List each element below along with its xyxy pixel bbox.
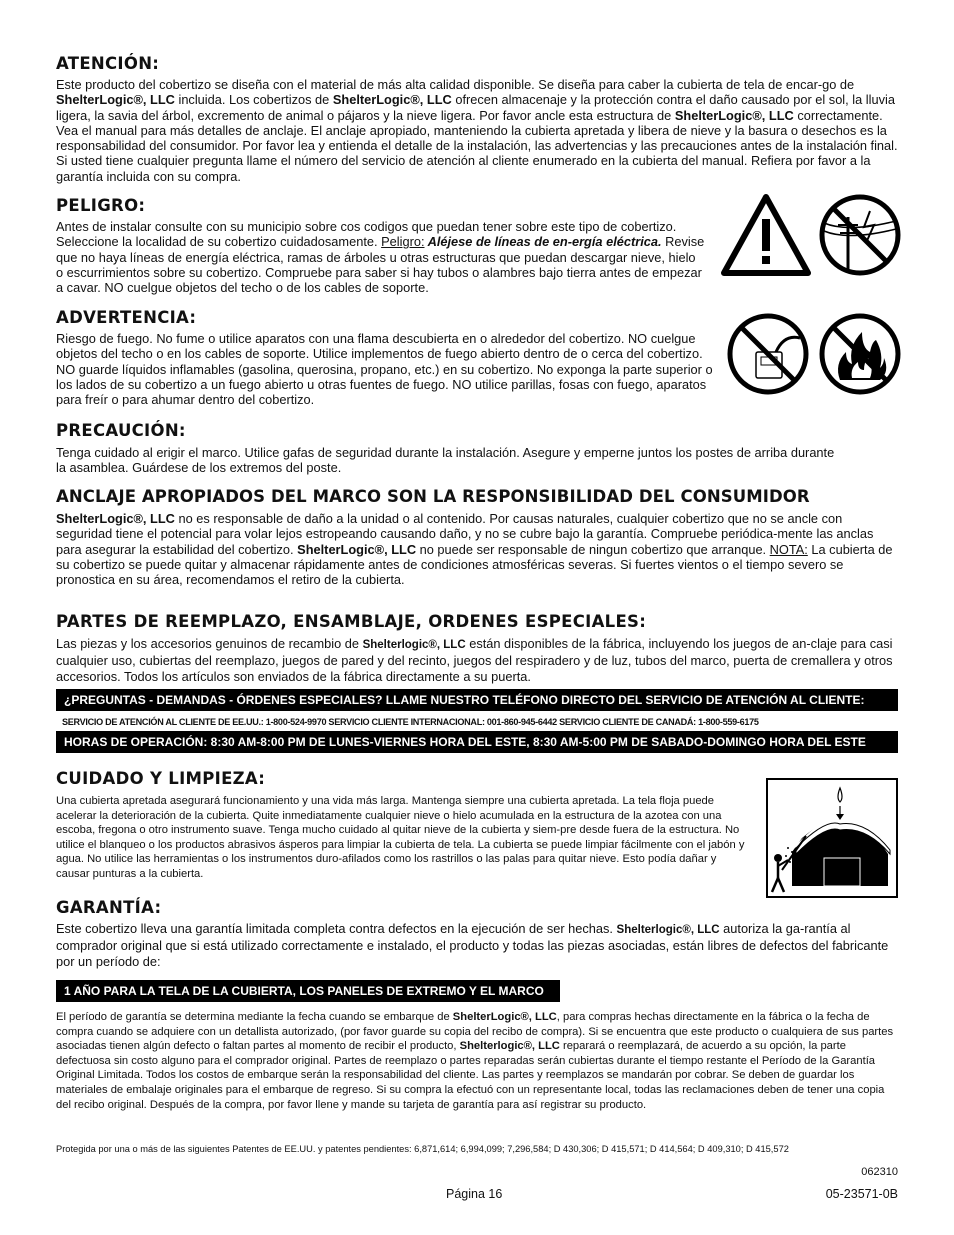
page-number: Página 16 bbox=[446, 1187, 503, 1201]
text-garantia-detail: El período de garantía se determina mediante la fecha cuando se embarque de ShelterLogic®, LLC, para compras hechas directamente en la fábrica o la fecha de compra cuando se adquiere con un detallista autorizado, (por favor guarde su copia del recibo de compra). Si se encuentra que este producto o cualquiera de sus partes asociadas tienen algún defecto o faltan partes al momento de recibir el producto, Shelterlogic®, LLC reparará o reemplazará, de acuerdo a su opción, la parte defectuosa sin costo alguno para el comprador original. Partes de reemplazo o partes reparadas serán cubiertas durante el tiempo restante el Período de la Garantía Original Limitada. Todos los costos de embarque serán la responsabilidad del cliente. Las partes y reemplazos se mandarán por cobrar. Se deben de guardar los materiales de embalaje originales para el embarque de regreso. Si su compra la efectuó con un representante local, todas las reclamaciones deben de tener una copia del recibo original. Después de la compra, por favor llene y mande su tarjeta de garantía para así registrar su producto. bbox=[56, 1011, 894, 1111]
snow-removal-illustration bbox=[766, 778, 898, 898]
no-gas-can-icon bbox=[726, 312, 810, 396]
section-atencion bbox=[56, 54, 898, 184]
service-phone-line: SERVICIO DE ATENCIÓN AL CLIENTE DE EE.UU.: 1-800-524-9970 SERVICIO CLIENTE INTERNACIONAL: 001-860-945-6442 SERVICIO CLIENTE DE CANADÁ: 1-800-559-6175 bbox=[62, 717, 759, 727]
section-cuidado bbox=[56, 769, 746, 882]
preguntas-bar: ¿PREGUNTAS - DEMANDAS - ÓRDENES ESPECIALES? LLAME NUESTRO TELÉFONO DIRECTO DEL SERVICIO DE ATENCIÓN AL CLIENTE: bbox=[56, 689, 898, 711]
heading-precaucion: PRECAUCIÓN: bbox=[56, 421, 186, 440]
text-anclaje: ShelterLogic®, LLC no es responsable de daño a la unidad o al contenido. Por causas naturales, cualquier cobertizo que no se ancle con seguridad tiene el potencial para volar lejos estropeando causando daño, y no se cubre bajo la garantía. Compruebe periódica-mente las anclas para asegurar la estabilidad del cobertizo. ShelterLogic®, LLC no puede ser responsable de ningun cobertizo que arranque. NOTA: La cubierta de su cobertizo se puede quitar y almacenar rápidamente antes de condiciones atmosféricas severas. Si fuertes vientos o el tiempo severo se pronostica en su área, recomendamos el retiro de la cubierta. bbox=[56, 511, 893, 588]
text-cuidado: Una cubierta apretada asegurará funcionamiento y una vida más larga. Mantenga siempre una cubierta apretada. La tela floja puede acelerar la deterioración de la cubierta. Quite inmediatamente cualquier nieve o hielo acumulada en la estructura de la azotea con una escoba, fregona o otro instrumento suave. Tenga mucho cuidado al quitar nieve de la cubierta y siem-pre desde fuera de la estructura. No utilice el blanqueo o los productos abrasivos ásperos para limpiar la cubierta de tela. La cubierta se puede limpiar fácilmente con el jabón y agua. No utilice las herramientas o los instrumentos duro-afilados como los rastrillos o las palas para quitar nieve. Esto podía dañar y causar punturas a la cubierta. bbox=[56, 795, 745, 880]
horas-bar: HORAS DE OPERACIÓN: 8:30 AM-8:00 PM DE LUNES-VIERNES HORA DEL ESTE, 8:30 AM-5:00 PM DE SABADO-DOMINGO HORA DEL ESTE bbox=[56, 731, 898, 753]
heading-peligro: PELIGRO: bbox=[56, 196, 146, 215]
section-garantia-detail bbox=[56, 1010, 898, 1112]
text-precaucion: Tenga cuidado al erigir el marco. Utilice gafas de seguridad durante la instalación. Asegure y emperne juntos los postes de arriba durante la asamblea. Guárdese de los extremos del poste. bbox=[56, 445, 835, 476]
no-fire-icon bbox=[818, 312, 902, 396]
section-anclaje bbox=[56, 487, 898, 587]
text-partes: Las piezas y los accesorios genuinos de recambio de Shelterlogic®, LLC están disponibles de la fábrica, incluyendo los juegos de an-claje para casi cualquier uso, cubiertas del reemplazo, juegos de pared y del recinto, juegos del respiradero y de luz, tubos del marco, puerta de cremallera y otros accesorios. Todos los artículos son enviados de la fábrica directamente a su puerta. bbox=[56, 636, 893, 684]
heading-cuidado: CUIDADO Y LIMPIEZA: bbox=[56, 769, 266, 788]
text-atencion: Este producto del cobertizo se diseña con el material de más alta calidad disponible. Se diseña para caber la cubierta de tela de encar-go de ShelterLogic®, LLC incluida. Los cobertizos de ShelterLogic®, LLC ofrecen almacenaje y la protección contra el daño causado por el sol, la lluvia ligera, la savia del árbol, excremento de animal o pájaros y la nieve ligera. Por favor ancle esta estructura de ShelterLogic®, LLC correctamente. Vea el manual para más detalles de anclaje. El anclaje apropiado, manteniendo la cubierta apretada y libera de nieve y la basura o desechos es la responsabilidad del consumidor. Por favor lea y entienda el detalle de la instalación, las advertencias y las precauciones antes de la instalación final. Si usted tiene cualquier pregunta llame el número del servicio de atención al cliente enumerado en la cubierta del manual. Refiera por favor a la garantía incluida con su compra. bbox=[56, 77, 898, 184]
text-garantia-intro: Este cobertizo lleva una garantía limitada completa contra defectos en la ejecución de ser hechas. Shelterlogic®, LLC autoriza la ga-rantía al comprador original que si está utilizado correctamente e instalado, el producto y todas las piezas asociadas, están libres de defectos del fabricante por un período de: bbox=[56, 921, 889, 969]
text-peligro: Antes de instalar consulte con su municipio sobre cos codigos que puedan tener sobre este tipo de cobertizo. Seleccione la localidad de su cobertizo cuidadosamente. Peligro: Aléjese de líneas de en-ergía eléctrica. Revise que no haya líneas de energía eléctrica, ramas de árboles u otras estructuras que puedan descargar nieve, hielo o escurrimientos sobre su cobertizo. Compruebe para saber si hay tubos o alambres bajo tierra antes de empezar a cavar. NO cuelgue objetos del techo o de los cables de soporte. bbox=[56, 219, 705, 296]
section-advertencia bbox=[56, 308, 716, 407]
section-peligro bbox=[56, 196, 706, 295]
section-partes bbox=[56, 612, 898, 684]
section-garantia bbox=[56, 898, 898, 969]
warning-triangle-icon bbox=[720, 193, 812, 277]
heading-anclaje: ANCLAJE APROPIADOS DEL MARCO SON LA RESPONSIBILIDAD DEL CONSUMIDOR bbox=[56, 487, 810, 506]
heading-garantia: GARANTÍA: bbox=[56, 898, 162, 917]
section-precaucion bbox=[56, 421, 898, 476]
garantia-period-bar: 1 AÑO PARA LA TELA DE LA CUBIERTA, LOS PANELES DE EXTREMO Y EL MARCO bbox=[56, 980, 560, 1002]
heading-advertencia: ADVERTENCIA: bbox=[56, 308, 197, 327]
patents-note: Protegida por una o más de las siguientes Patentes de EE.UU. y patentes pendientes: 6,871,614; 6,994,099; 7,296,584; D 430,306; D 415,571; D 414,564; D 409,310; D 415,572 bbox=[56, 1144, 789, 1154]
heading-atencion: ATENCIÓN: bbox=[56, 54, 160, 73]
document-code: 05-23571-0B bbox=[825, 1187, 898, 1201]
revision-code: 062310 bbox=[861, 1166, 898, 1178]
no-power-lines-icon bbox=[818, 193, 902, 277]
text-advertencia: Riesgo de fuego. No fume o utilice aparatos con una flama descubierta en o alrededor del cobertizo. NO cuelgue objetos del techo o en los cables de soporte. Utilice implementos de fuego abierto dentro de o cerca del cobertizo. NO guarde líquidos inflamables (gasolina, querosina, propano, etc.) en su cobertizo. No exponga la parte superior o los lados de su cobertizo a un fuego abierto u otras fuentes de fuego. NO utilice parillas, fosas con fuego, aparatos para freír o para ahumar dentro del cobertizo. bbox=[56, 331, 713, 408]
heading-partes: PARTES DE REEMPLAZO, ENSAMBLAJE, ORDENES ESPECIALES: bbox=[56, 612, 647, 631]
